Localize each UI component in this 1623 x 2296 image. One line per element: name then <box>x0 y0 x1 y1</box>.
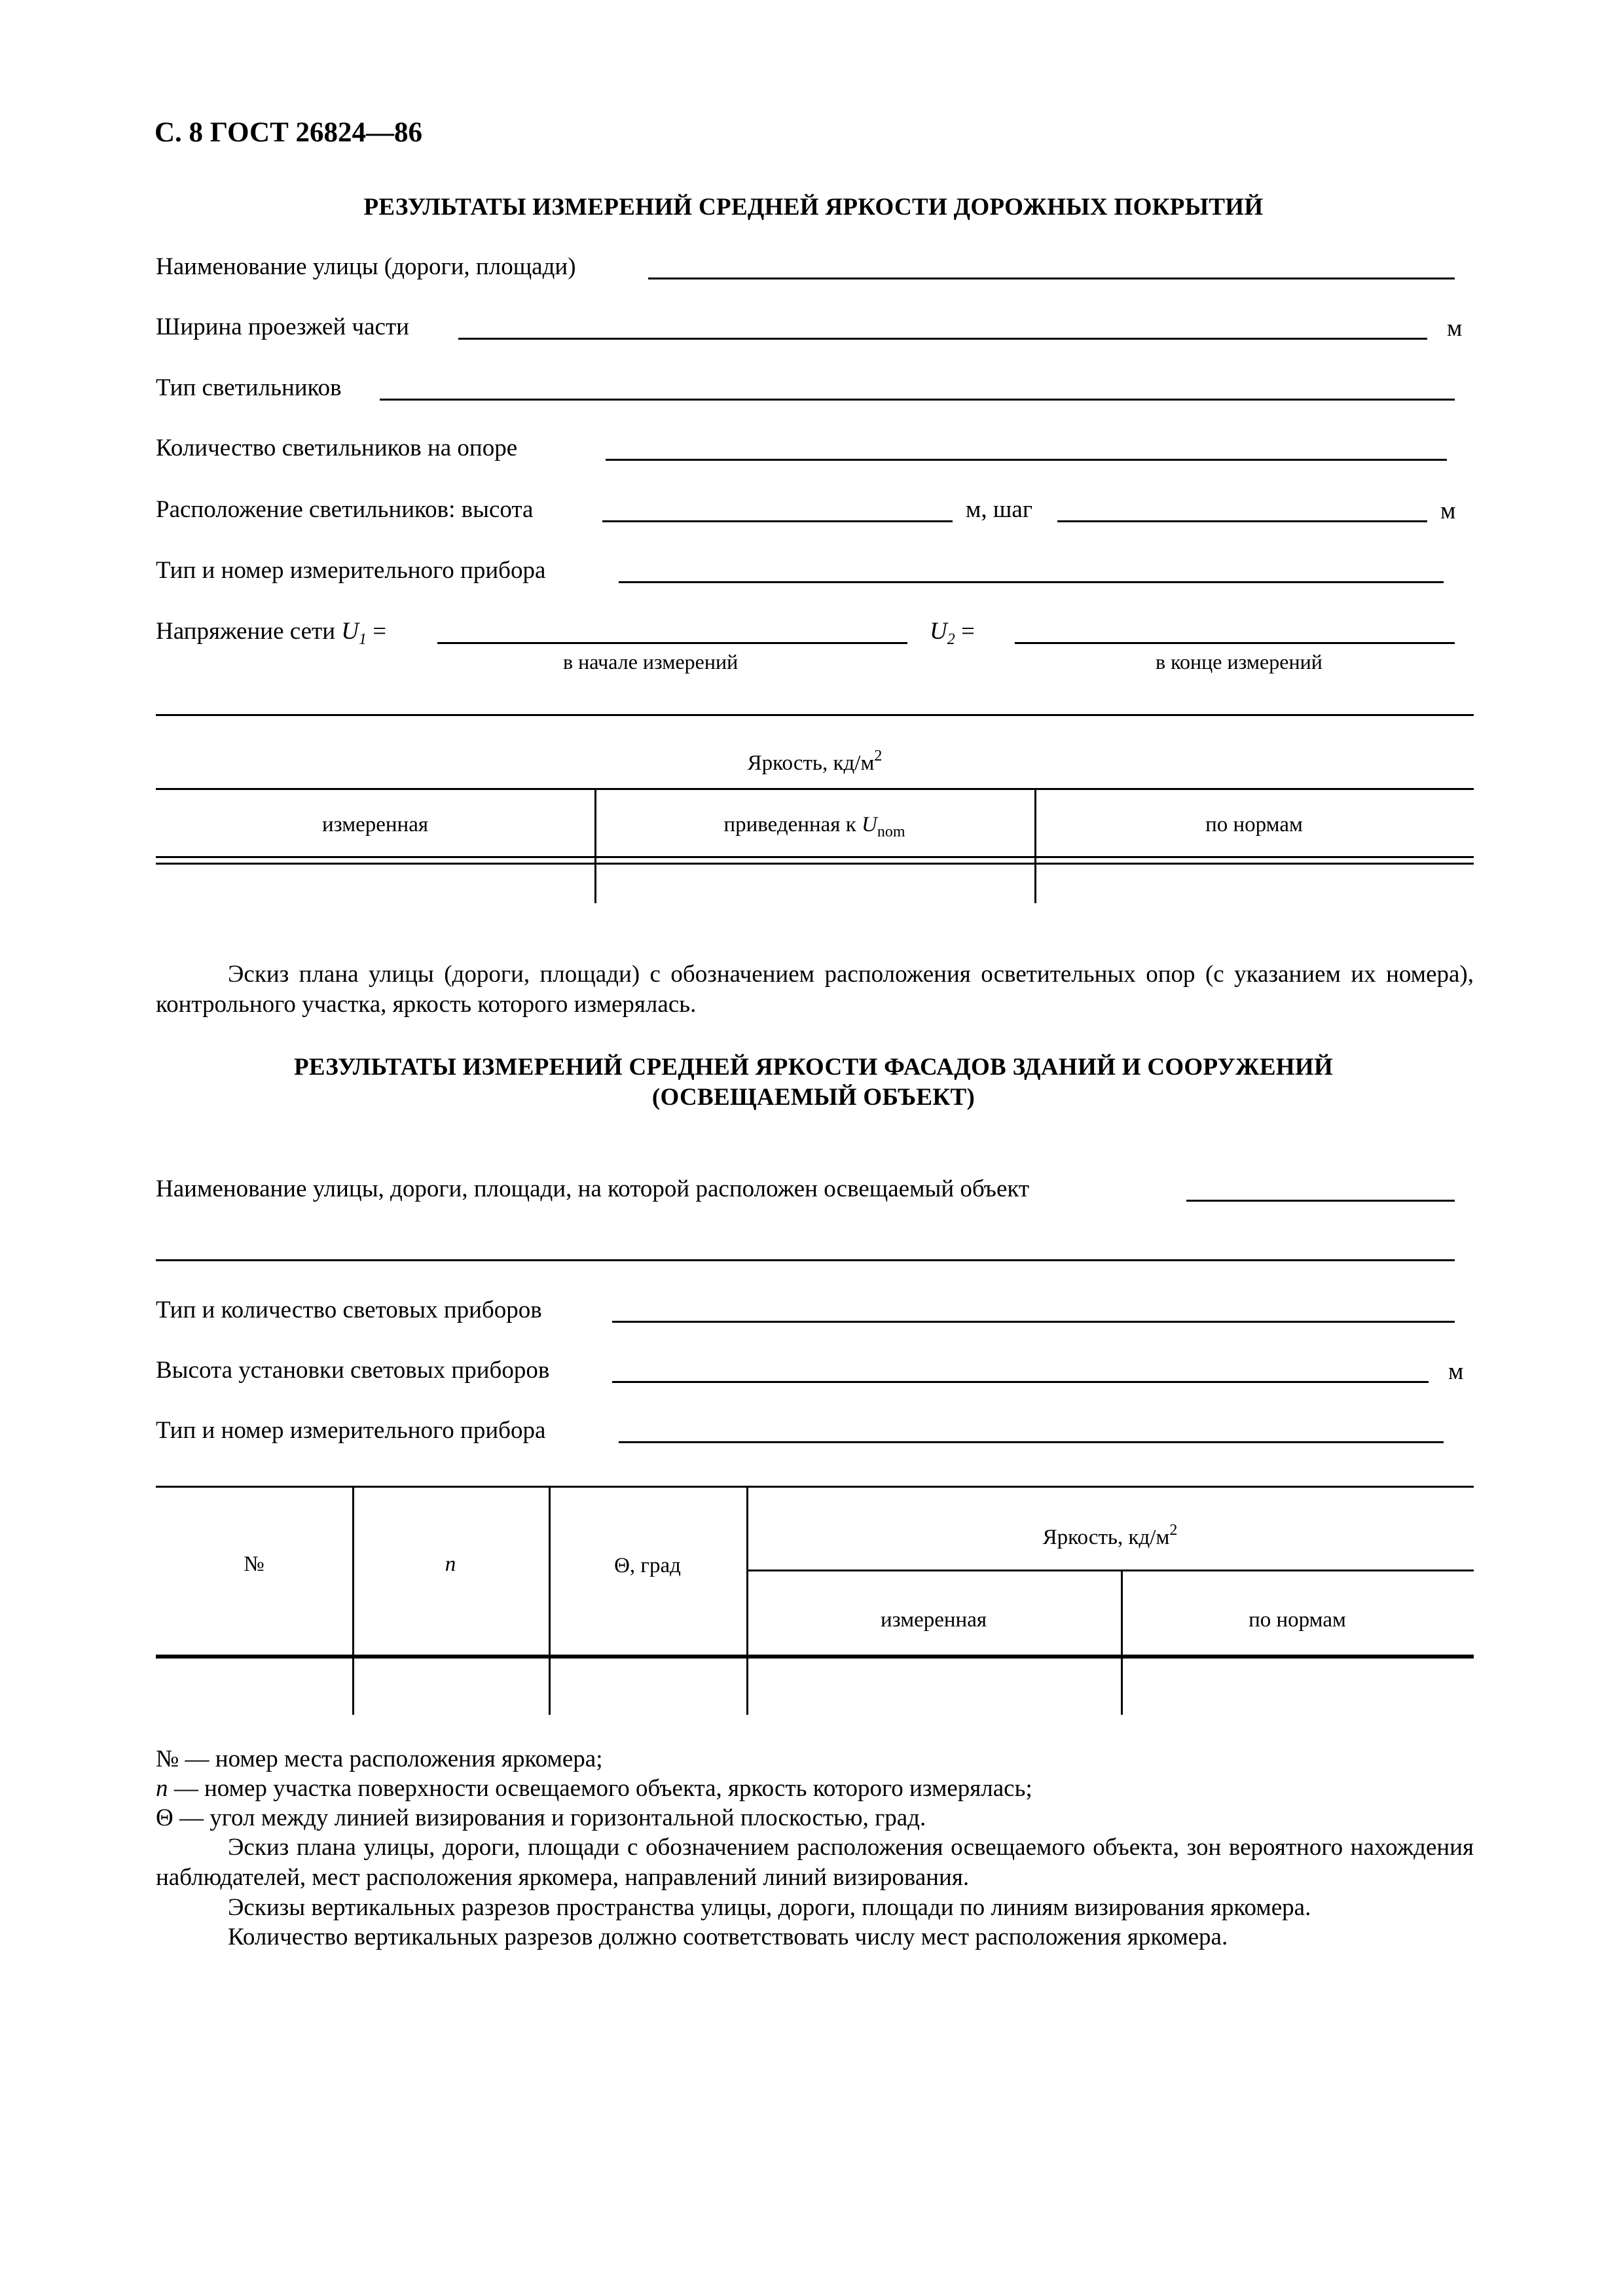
u2-row <box>930 617 975 654</box>
instrument-field[interactable] <box>619 581 1444 583</box>
sketch-note-1: Эскиз плана улицы (дороги, площади) с обозначением расположения осветительных опор (с указанием их номера), контрольного участка, яркость которого измерялась. <box>156 961 1474 1018</box>
width-unit: м <box>1447 315 1463 342</box>
col-no: № <box>244 1552 264 1576</box>
table2-subheader-rule <box>746 1570 1474 1571</box>
note-theta: Θ — угол между линией визирования и горизонтальной плоскостью, град. <box>156 1804 926 1831</box>
object-street-field[interactable] <box>1186 1200 1455 1202</box>
col-norms: по нормам <box>1205 813 1303 836</box>
table2-body-rule <box>156 1655 1474 1659</box>
lamp-count-field[interactable] <box>606 459 1447 461</box>
object-street-field-cont[interactable] <box>156 1259 1455 1261</box>
width-field[interactable] <box>458 338 1427 340</box>
instrument-label: Тип и номер измерительного прибора <box>156 557 546 584</box>
height-field-2[interactable] <box>612 1381 1429 1383</box>
voltage-label: Напряжение сети <box>156 618 336 645</box>
street-field[interactable] <box>648 278 1455 279</box>
height-label: Высота установки световых приборов <box>156 1357 550 1384</box>
col-brightness: Яркость, $кд/м^2$ <box>1042 1522 1178 1549</box>
note-no: № — номер места расположения яркомера; <box>156 1746 603 1772</box>
lamp-count-label: Количество светильников на опоре <box>156 435 518 461</box>
page-header: С. 8 ГОСТ 26824—86 <box>155 117 423 148</box>
start-caption: в начале измерений <box>563 650 739 673</box>
section2-title-line1: РЕЗУЛЬТАТЫ ИЗМЕРЕНИЙ СРЕДНЕЙ ЯРКОСТИ ФАСАДОВ ЗДАНИЙ И СООРУЖЕНИЙ <box>293 1054 1334 1081</box>
section2-title-line2: (ОСВЕЩАЕМЫЙ ОБЪЕКТ) <box>651 1084 976 1111</box>
col-measured-2: измеренная <box>880 1608 987 1632</box>
table2-data-row[interactable] <box>156 1660 1474 1715</box>
width-label: Ширина проезжей части <box>156 314 409 340</box>
lamp-type-label: Тип светильников <box>156 374 342 401</box>
table1-header: Яркость, $кд/м^2$ <box>747 747 883 775</box>
u1-symbol: $U_1$ <box>341 618 367 648</box>
street-label: Наименование улицы (дороги, площади) <box>156 253 576 280</box>
u1-field[interactable] <box>437 642 907 644</box>
end-caption: в конце измерений <box>1156 650 1322 673</box>
position-unit1: м, шаг <box>966 496 1033 523</box>
height-field[interactable] <box>602 520 953 522</box>
col-reduced: приведенная к $U_{nom}$ <box>723 813 905 840</box>
note-n: n — номер участка поверхности освещаемого объекта, яркость которого измерялась; <box>156 1775 1032 1802</box>
col-theta: Θ, град <box>614 1554 681 1577</box>
u2-equals: = <box>960 618 975 645</box>
table1-header-rule <box>156 788 1474 790</box>
device-type-label: Тип и количество световых приборов <box>156 1297 542 1323</box>
u2-field[interactable] <box>1015 642 1455 644</box>
u1-equals: = <box>373 618 387 645</box>
col-norms-2: по нормам <box>1249 1608 1346 1632</box>
col-measured: измеренная <box>321 813 429 836</box>
voltage-row <box>156 617 386 654</box>
position-label: Расположение светильников: высота <box>156 496 534 523</box>
lamp-type-field[interactable] <box>380 399 1455 401</box>
object-street-label: Наименование улицы, дороги, площади, на которой расположен освещаемый объект <box>156 1175 1030 1202</box>
note-sketch-1: Эскиз плана улицы, дороги, площади с обозначением расположения освещаемого объекта, зон вероятного нахождения наблюдателей, мест расположения яркомера, направлений линий визирования. <box>156 1834 1474 1891</box>
table1-data-row[interactable] <box>156 861 1474 902</box>
note-sketch-3: Количество вертикальных разрезов должно соответствовать числу мест расположения яркомера. <box>228 1924 1228 1950</box>
col-n: n <box>445 1552 456 1576</box>
step-field[interactable] <box>1057 520 1427 522</box>
device-type-field[interactable] <box>612 1321 1455 1323</box>
position-unit2: м <box>1440 497 1456 524</box>
table1-top-rule <box>156 714 1474 716</box>
u2-symbol: $U_2$ <box>930 618 955 648</box>
note-sketch-2: Эскизы вертикальных разрезов пространства улицы, дороги, площади по линиям визирования яркомера. <box>228 1894 1311 1921</box>
instrument-label-2: Тип и номер измерительного прибора <box>156 1417 546 1444</box>
section1-title: РЕЗУЛЬТАТЫ ИЗМЕРЕНИЙ СРЕДНЕЙ ЯРКОСТИ ДОРОЖНЫХ ПОКРЫТИЙ <box>363 194 1264 221</box>
height-unit: м <box>1448 1358 1464 1385</box>
instrument-field-2[interactable] <box>619 1441 1444 1443</box>
